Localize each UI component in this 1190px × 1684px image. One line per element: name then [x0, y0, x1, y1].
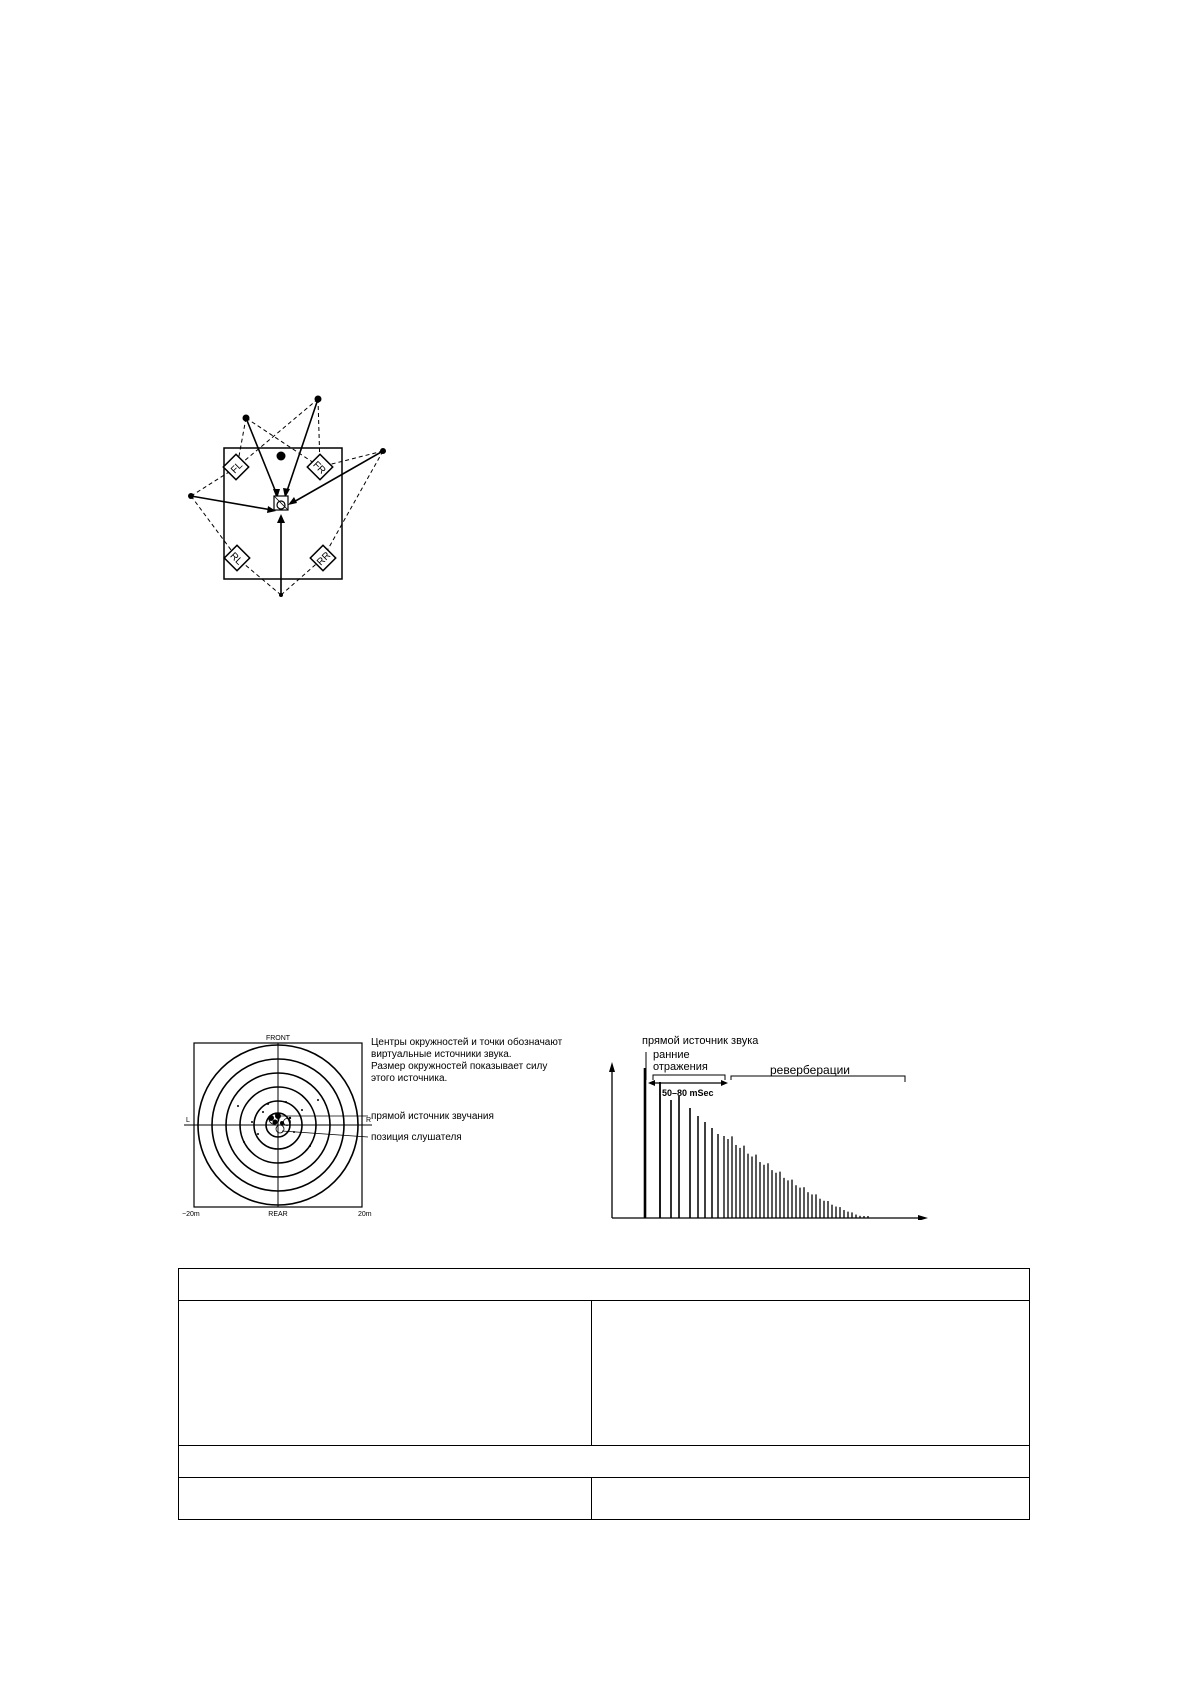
reverberation-label: реверберации [770, 1063, 850, 1077]
max-distance-label: 20m [358, 1211, 372, 1218]
time-range-label: 50–80 mSec [662, 1088, 714, 1098]
caption-line-4: этого источника. [371, 1073, 448, 1084]
direct-source-label: прямой источник звучания [371, 1111, 494, 1122]
svg-text:FL: FL [229, 460, 246, 477]
left-label: L [186, 1117, 190, 1124]
svg-text:FR: FR [310, 459, 328, 477]
table-row-2-right [592, 1301, 1030, 1446]
table-row-4-right [592, 1478, 1030, 1520]
early-reflections-label-2: отражения [653, 1061, 708, 1073]
table-row-1 [179, 1269, 1030, 1301]
min-distance-label: −20m [182, 1211, 200, 1218]
caption-line-2: виртуальные источники звука. [371, 1049, 512, 1060]
front-label: FRONT [265, 1035, 291, 1042]
speaker-rl [224, 545, 249, 570]
svg-text:RR: RR [315, 550, 334, 569]
speaker-fr [307, 454, 332, 479]
listener-icon [274, 496, 288, 510]
table-row-4-left [179, 1478, 592, 1520]
listener-position-label: позиция слушателя [371, 1132, 462, 1143]
speaker-fl [223, 454, 248, 479]
blank-table [178, 1268, 1030, 1520]
caption-line-3: Размер окружностей показывает силу [371, 1061, 548, 1072]
direct-sound-label: прямой источник звука [642, 1035, 759, 1047]
reverb-impulse-diagram [600, 1030, 930, 1220]
right-label: R [366, 1117, 372, 1124]
rear-label: REAR [268, 1211, 288, 1218]
polar-source-diagram [178, 1030, 588, 1220]
speaker-rr [310, 545, 335, 570]
early-reflections-label-1: ранние [653, 1049, 690, 1061]
table-row-3 [179, 1446, 1030, 1478]
speaker-room-diagram [180, 385, 400, 610]
caption-line-1: Центры окружностей и точки обозначают [371, 1037, 563, 1048]
svg-text:RL: RL [227, 550, 245, 568]
table-row-2-left [179, 1301, 592, 1446]
